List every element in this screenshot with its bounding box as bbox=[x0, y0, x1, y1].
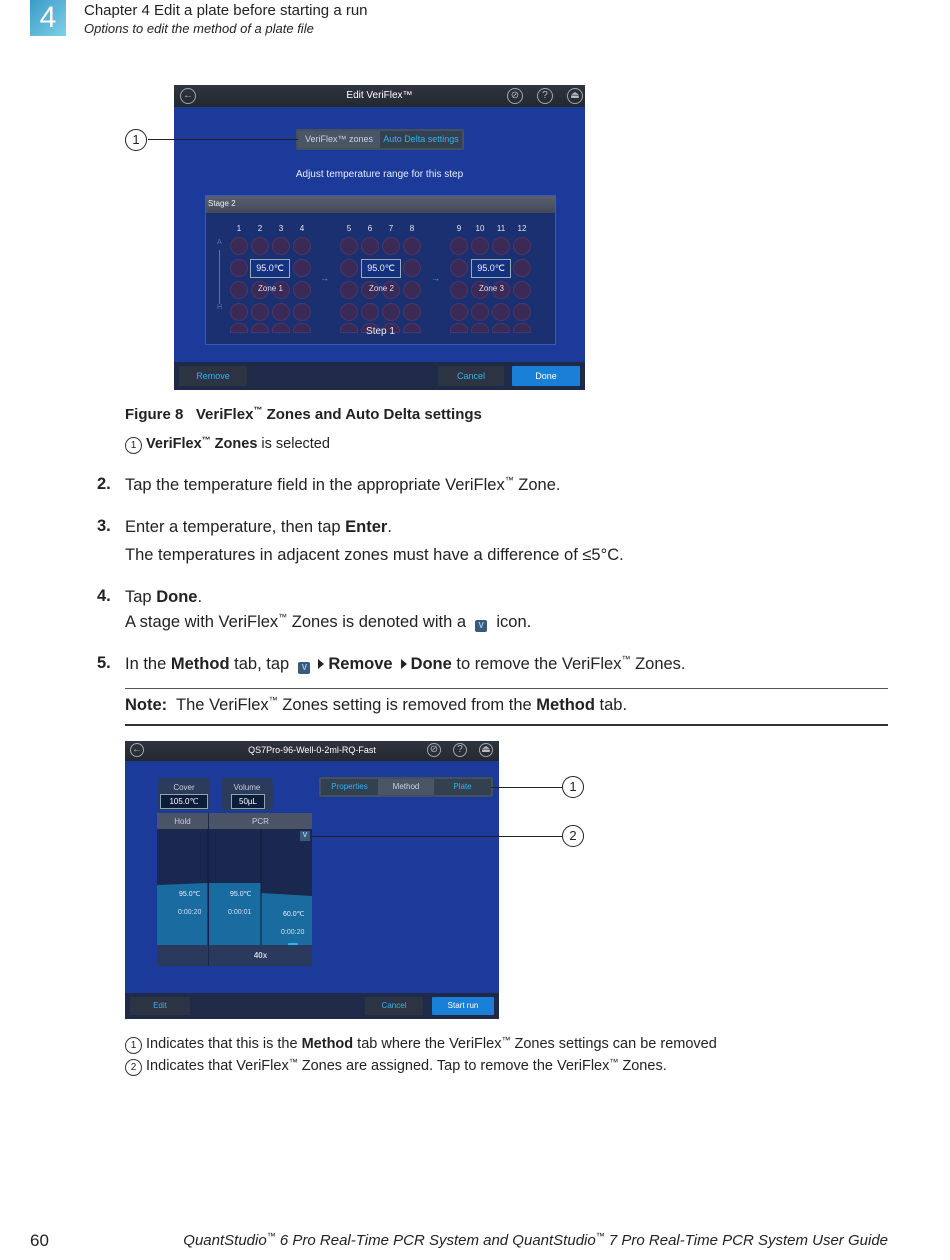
step-text: In the Method tab, tap V Remove Done to remove the VeriFlex™ Zones. bbox=[125, 654, 686, 673]
screen-title: Edit VeriFlex™ bbox=[346, 90, 413, 101]
plate-well bbox=[230, 259, 248, 277]
column-number: 4 bbox=[299, 224, 305, 233]
column-number: 3 bbox=[278, 224, 284, 233]
volume-value[interactable]: 50µL bbox=[231, 794, 265, 809]
column-number: 6 bbox=[367, 224, 373, 233]
figure-8-legend: 1 VeriFlex™ Zones is selected bbox=[125, 436, 330, 454]
row-bottom-label: H bbox=[217, 304, 223, 311]
plate-well bbox=[230, 303, 248, 321]
pcr-cycles-cell bbox=[209, 945, 312, 966]
plate-well bbox=[513, 237, 531, 255]
column-number: 1 bbox=[236, 224, 242, 233]
plate-well bbox=[230, 281, 248, 299]
plate-well bbox=[382, 303, 400, 321]
legend-callout-1: 1 bbox=[125, 1037, 142, 1054]
step-text: Tap the temperature field in the appropriate VeriFlex™ Zone. bbox=[125, 475, 561, 494]
arrow-icon: → bbox=[320, 273, 329, 283]
column-number: 7 bbox=[388, 224, 394, 233]
step-text: Tap Done. bbox=[125, 588, 203, 606]
tab-plate[interactable]: Plate bbox=[453, 782, 472, 791]
chapter-heading: Chapter 4 Edit a plate before starting a run bbox=[84, 2, 368, 19]
bottom-bar bbox=[125, 993, 499, 1019]
column-number: 5 bbox=[346, 224, 352, 233]
cycles-label: 40x bbox=[253, 951, 268, 960]
plate-well bbox=[293, 281, 311, 299]
thermal-profile bbox=[157, 813, 312, 966]
zone-2-label: Zone 2 bbox=[369, 284, 394, 293]
stage-panel bbox=[205, 195, 556, 345]
remove-button[interactable]: Remove bbox=[179, 366, 247, 386]
cover-label: Cover bbox=[173, 783, 195, 792]
plate-well bbox=[361, 237, 379, 255]
callout-1: 1 bbox=[562, 776, 584, 798]
volume-label: Volume bbox=[233, 783, 261, 792]
edit-button[interactable]: Edit bbox=[130, 997, 190, 1015]
column-number: 2 bbox=[257, 224, 263, 233]
pcr-label: PCR bbox=[252, 817, 269, 826]
volume-panel bbox=[221, 778, 273, 810]
triangle-right-icon bbox=[318, 659, 324, 669]
plate-well bbox=[471, 303, 489, 321]
callout-1: 1 bbox=[125, 129, 147, 151]
note-bottom-rule bbox=[125, 724, 888, 726]
instruction-text: Adjust temperature range for this step bbox=[295, 169, 464, 180]
stage-header bbox=[206, 196, 555, 213]
step-2-time: 0:00:01 bbox=[228, 909, 252, 916]
screen-title: QS7Pro-96-Well-0-2ml-RQ-Fast bbox=[248, 745, 376, 755]
step-number: 4. bbox=[97, 587, 111, 605]
zone-2-temp-field[interactable]: 95.0℃ bbox=[361, 259, 401, 278]
cancel-button[interactable]: Cancel bbox=[438, 366, 504, 386]
page-number: 60 bbox=[30, 1231, 49, 1250]
veriflex-v-icon: V bbox=[298, 662, 310, 674]
plate-well bbox=[513, 303, 531, 321]
arrow-icon: → bbox=[431, 273, 440, 283]
help-icon[interactable]: ? bbox=[453, 743, 467, 757]
figure-9-legend-1: 1 Indicates that this is the Method tab where the VeriFlex™ Zones settings can be removed bbox=[125, 1036, 717, 1054]
plate-well bbox=[450, 281, 468, 299]
note-top-rule bbox=[125, 688, 888, 689]
profile-graph bbox=[157, 829, 312, 945]
callout-line bbox=[491, 787, 563, 788]
plate-well bbox=[340, 281, 358, 299]
edit-veriflex-screen bbox=[174, 85, 585, 390]
plate-well bbox=[230, 237, 248, 255]
plate-well bbox=[251, 303, 269, 321]
column-number: 8 bbox=[409, 224, 415, 233]
row-arrow bbox=[219, 250, 220, 304]
step-number: 2. bbox=[97, 475, 111, 493]
plate-well bbox=[403, 237, 421, 255]
plate-well bbox=[450, 259, 468, 277]
plate-well bbox=[492, 303, 510, 321]
callout-2: 2 bbox=[562, 825, 584, 847]
chapter-subtitle: Options to edit the method of a plate file bbox=[84, 21, 314, 36]
plate-well bbox=[272, 303, 290, 321]
legend-callout-2: 2 bbox=[125, 1059, 142, 1076]
plate-well bbox=[251, 237, 269, 255]
plate-well bbox=[340, 303, 358, 321]
back-icon[interactable]: ← bbox=[132, 744, 142, 755]
pcr-header bbox=[209, 813, 312, 829]
zone-3-temp-field[interactable]: 95.0℃ bbox=[471, 259, 511, 278]
plate-well bbox=[382, 237, 400, 255]
hold-cycles-cell bbox=[157, 945, 208, 966]
plate-well bbox=[471, 237, 489, 255]
start-run-button[interactable]: Start run bbox=[432, 997, 494, 1015]
zone-1-label: Zone 1 bbox=[258, 284, 283, 293]
row-top-label: A bbox=[217, 239, 222, 246]
figure-9-legend-2: 2 Indicates that VeriFlex™ Zones are assigned. Tap to remove the VeriFlex™ Zones. bbox=[125, 1058, 667, 1076]
column-number: 9 bbox=[456, 224, 462, 233]
column-number: 12 bbox=[517, 224, 527, 233]
figure-8-caption: Figure 8 VeriFlex™ Zones and Auto Delta settings bbox=[125, 405, 482, 423]
document-title: QuantStudio™ 6 Pro Real-Time PCR System and QuantStudio™ 7 Pro Real-Time PCR System User Guide bbox=[183, 1231, 888, 1249]
plate-well bbox=[403, 259, 421, 277]
zone-3-label: Zone 3 bbox=[479, 284, 504, 293]
plate-well bbox=[513, 259, 531, 277]
zone-1-temp-field[interactable]: 95.0℃ bbox=[250, 259, 290, 278]
hold-label: Hold bbox=[174, 817, 191, 826]
step-detail: The temperatures in adjacent zones must have a difference of ≤5°C. bbox=[125, 546, 624, 564]
step-3-time: 0:00:20 bbox=[281, 929, 305, 936]
plate-well bbox=[361, 303, 379, 321]
plate-well bbox=[272, 237, 290, 255]
done-button[interactable]: Done bbox=[512, 366, 580, 386]
cancel-button[interactable]: Cancel bbox=[365, 997, 423, 1015]
chapter-number-badge: 4 bbox=[30, 0, 66, 36]
callout-line bbox=[148, 139, 298, 140]
plate-well bbox=[403, 281, 421, 299]
method-screen bbox=[125, 741, 499, 1019]
plate-well bbox=[293, 259, 311, 277]
zone-toggle bbox=[296, 129, 464, 150]
tab-method[interactable]: Method bbox=[378, 779, 434, 795]
step-1-time: 0:00:20 bbox=[178, 909, 202, 916]
eject-icon[interactable]: ⏏ bbox=[479, 743, 493, 757]
veriflex-zones-tab[interactable]: VeriFlex™ zones bbox=[298, 131, 380, 148]
plate-well bbox=[450, 303, 468, 321]
help-icon[interactable]: ? bbox=[537, 88, 553, 104]
plate-well bbox=[513, 281, 531, 299]
step-label: Step 1 bbox=[366, 326, 395, 337]
eject-icon[interactable]: ⏏ bbox=[567, 88, 583, 104]
plate-well bbox=[340, 259, 358, 277]
tab-bar bbox=[319, 777, 493, 797]
title-bar bbox=[125, 741, 499, 761]
title-bar bbox=[174, 85, 585, 107]
hold-header bbox=[157, 813, 208, 829]
column-number: 10 bbox=[475, 224, 485, 233]
plate-well bbox=[492, 237, 510, 255]
plate-well bbox=[293, 237, 311, 255]
mic-off-icon[interactable]: ⊘ bbox=[427, 743, 441, 757]
column-number: 11 bbox=[496, 224, 506, 233]
triangle-right-icon bbox=[401, 659, 407, 669]
step-3-temp: 60.0℃ bbox=[283, 911, 305, 918]
cover-value[interactable]: 105.0℃ bbox=[160, 794, 208, 809]
step-text: Enter a temperature, then tap Enter. bbox=[125, 518, 392, 536]
step-number: 5. bbox=[97, 654, 111, 672]
plate-well bbox=[450, 237, 468, 255]
stage-label: Stage 2 bbox=[208, 199, 236, 208]
plate-well bbox=[403, 303, 421, 321]
plate-well bbox=[293, 303, 311, 321]
step-2-temp: 95.0℃ bbox=[230, 891, 252, 898]
legend-callout-1: 1 bbox=[125, 437, 142, 454]
mic-off-icon[interactable]: ⊘ bbox=[507, 88, 523, 104]
plate-well bbox=[340, 237, 358, 255]
veriflex-v-icon: V bbox=[475, 620, 487, 632]
step-detail: A stage with VeriFlex™ Zones is denoted with a V icon. bbox=[125, 612, 532, 631]
tab-properties[interactable]: Properties bbox=[331, 782, 368, 791]
cover-panel bbox=[158, 778, 210, 810]
bottom-bar bbox=[174, 362, 585, 390]
back-icon[interactable]: ← bbox=[180, 88, 196, 104]
callout-line bbox=[312, 836, 563, 837]
step-1-temp: 95.0℃ bbox=[179, 891, 201, 898]
auto-delta-settings-tab[interactable]: Auto Delta settings bbox=[383, 134, 459, 144]
step-number: 3. bbox=[97, 517, 111, 535]
note: Note: The VeriFlex™ Zones setting is removed from the Method tab. bbox=[125, 695, 628, 714]
veriflex-badge[interactable]: V bbox=[300, 831, 310, 841]
